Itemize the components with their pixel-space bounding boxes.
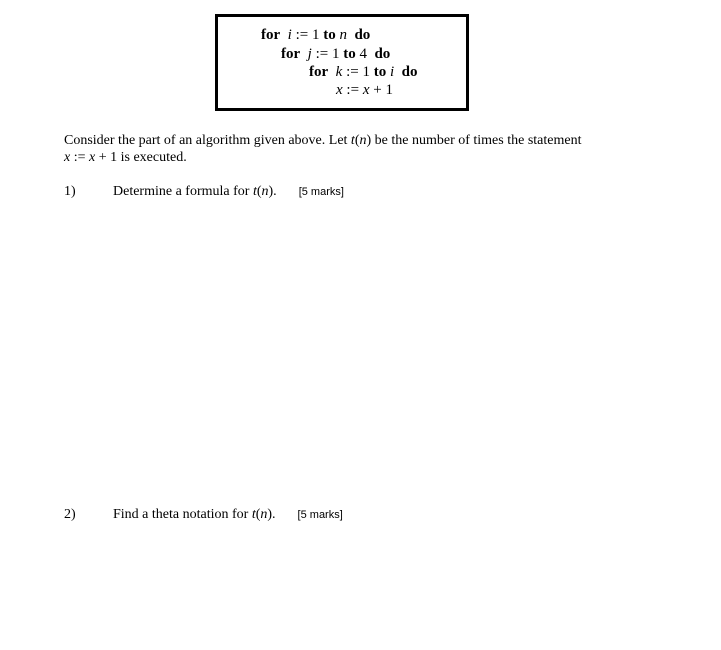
loop-var-k: k <box>335 64 343 80</box>
keyword-for: for <box>309 64 329 80</box>
statement-plus-one: + 1 <box>373 82 393 98</box>
intro-paren: ( <box>354 133 360 148</box>
keyword-do: do <box>354 27 371 43</box>
keyword-to: to <box>373 64 387 80</box>
algorithm-line-4 <box>336 81 393 99</box>
question-2-text <box>113 507 343 523</box>
question-text: Determine a formula for <box>113 184 253 199</box>
question-t: t <box>252 184 257 199</box>
intro-n: n <box>359 133 367 148</box>
question-t: t <box>251 507 256 522</box>
statement-assign: := <box>346 82 360 98</box>
loop-end-n: n <box>339 27 347 43</box>
question-text-end: ). <box>268 184 277 199</box>
question-2-number: 2) <box>64 507 76 522</box>
algorithm-box <box>215 14 469 111</box>
keyword-for: for <box>281 46 301 62</box>
algorithm-line-3 <box>309 63 417 81</box>
question-1-marks: [5 marks] <box>298 186 344 198</box>
assign-start: := 1 <box>346 64 370 80</box>
keyword-do: do <box>374 46 391 62</box>
intro-line-1 <box>64 133 581 149</box>
loop-end-4: 4 <box>359 46 367 62</box>
question-1-number: 1) <box>64 184 76 199</box>
intro-t: t <box>350 133 355 148</box>
loop-end-i: i <box>389 64 395 80</box>
intro-text: Consider the part of an algorithm given above. Let <box>64 133 351 148</box>
loop-var-j: j <box>307 46 312 62</box>
question-1-text <box>113 184 344 200</box>
question-2-marks: [5 marks] <box>297 509 343 521</box>
keyword-do: do <box>401 64 418 80</box>
keyword-to: to <box>323 27 336 43</box>
algorithm-line-1 <box>261 26 370 44</box>
intro-text: + 1 is executed. <box>95 150 187 165</box>
algorithm-line-2 <box>281 45 390 63</box>
question-n: n <box>260 507 268 522</box>
statement-lhs-x: x <box>336 82 343 98</box>
question-paren: ( <box>255 507 261 522</box>
keyword-to: to <box>343 46 356 62</box>
intro-x: x <box>89 150 96 165</box>
intro-line-2 <box>64 150 187 166</box>
statement-rhs-x: x <box>362 82 370 98</box>
question-text: Find a theta notation for <box>113 507 252 522</box>
keyword-for: for <box>261 27 281 43</box>
question-n: n <box>261 184 269 199</box>
intro-text-end: ) be the number of times the statement <box>366 133 582 148</box>
intro-x: x <box>64 150 71 165</box>
loop-var-i: i <box>287 27 292 43</box>
assign-start: := 1 <box>295 27 320 43</box>
question-paren: ( <box>256 184 262 199</box>
assign-start: := 1 <box>315 46 340 62</box>
question-text-end: ). <box>267 507 276 522</box>
intro-assign: := <box>70 150 90 165</box>
